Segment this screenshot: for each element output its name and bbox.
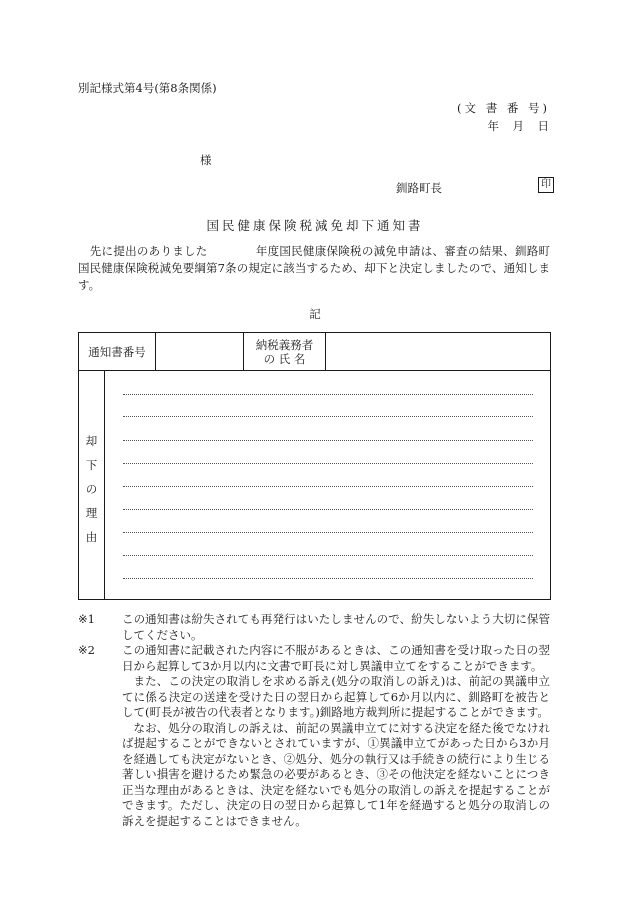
- note-paragraph: また、この決定の取消しを求める訴え(処分の取消しの訴え)は、前記の異議申立てに係る決定の送達を受けた日の翌日から起算して6か月以内に、釧路町を被告として(町長が被告の代表者となります。)釧路地方裁判所に提起することができます。: [122, 674, 550, 719]
- notes-section: [78, 612, 550, 829]
- ruled-line: [123, 532, 533, 533]
- note-1: [78, 612, 550, 643]
- body-text-part2: 年度国民健康保険税の減免申請は、審査の結果、釧路町国民健康保険税減免要綱第7条の規定に該当するため、却下と決定しましたので、通知します。: [78, 244, 551, 292]
- reason-char: 由: [85, 530, 98, 544]
- ruled-line: [123, 486, 533, 487]
- note-paragraph: この通知書は紛失されても再発行はいたしませんので、紛失しないよう大切に保管してください。: [122, 612, 550, 642]
- date-line: 年 月 日: [487, 119, 550, 133]
- reason-char: 下: [85, 458, 98, 472]
- notice-number-label: 通知書番号: [79, 333, 156, 370]
- taxpayer-name-value[interactable]: [326, 333, 550, 370]
- notice-table-header-row: [79, 333, 550, 371]
- document-number: (文 書 番 号): [457, 101, 550, 115]
- ruled-line: [123, 509, 533, 510]
- taxpayer-name-label: [244, 333, 326, 370]
- ruled-line: [123, 578, 533, 579]
- note-paragraph: この通知書に記載された内容に不服があるときは、この通知書を受け取った日の翌日から起算して3か月以内に文書で町長に対し異議申立てをすることができます。: [122, 643, 550, 673]
- addressee-suffix: 様: [200, 153, 212, 167]
- reason-char: 理: [85, 506, 98, 520]
- ruled-line: [123, 394, 533, 395]
- note-mark: ※1: [78, 612, 95, 626]
- ki-heading: 記: [309, 307, 321, 321]
- issuer-name: 釧路町長: [396, 181, 442, 195]
- note-paragraph: なお、処分の取消しの訴えは、前記の異議申立てに対する決定を経た後でなければ提起することができないとされていますが、①異議申立てがあった日から3か月を経過しても決定がないとき、②処分、処分の執行又は手続きの続行により生じる著しい損害を避けるため緊急の必要があるとき、③その他決定を経ないことにつき正当な理由があるときは、決定を経ないでも処分の取消しの訴えを提起することができます。ただし、決定の日の翌日から起算して1年を経過すると処分の取消しの訴えを提起することはできません。: [122, 720, 550, 828]
- document-title: 国民健康保険税減免却下通知書: [206, 218, 424, 233]
- rejection-reason-label: [79, 371, 105, 599]
- taxpayer-label-line1: 納税義務者: [255, 337, 314, 352]
- ruled-line: [123, 416, 533, 417]
- body-text-part1: 先に提出のありました: [89, 244, 208, 258]
- ruled-line: [123, 440, 533, 441]
- ruled-line: [123, 463, 533, 464]
- note-mark: ※2: [78, 643, 95, 657]
- note-2: [78, 643, 550, 829]
- ruled-line: [123, 555, 533, 556]
- form-label: 別記様式第4号(第8条関係): [78, 81, 217, 95]
- taxpayer-label-line2: の 氏 名: [263, 351, 306, 366]
- reason-char: 却: [85, 434, 98, 448]
- notice-number-value[interactable]: [156, 333, 244, 370]
- reason-char: の: [85, 482, 98, 496]
- body-text: [78, 243, 550, 294]
- notice-table: [78, 332, 551, 600]
- seal-mark: 印: [538, 177, 554, 193]
